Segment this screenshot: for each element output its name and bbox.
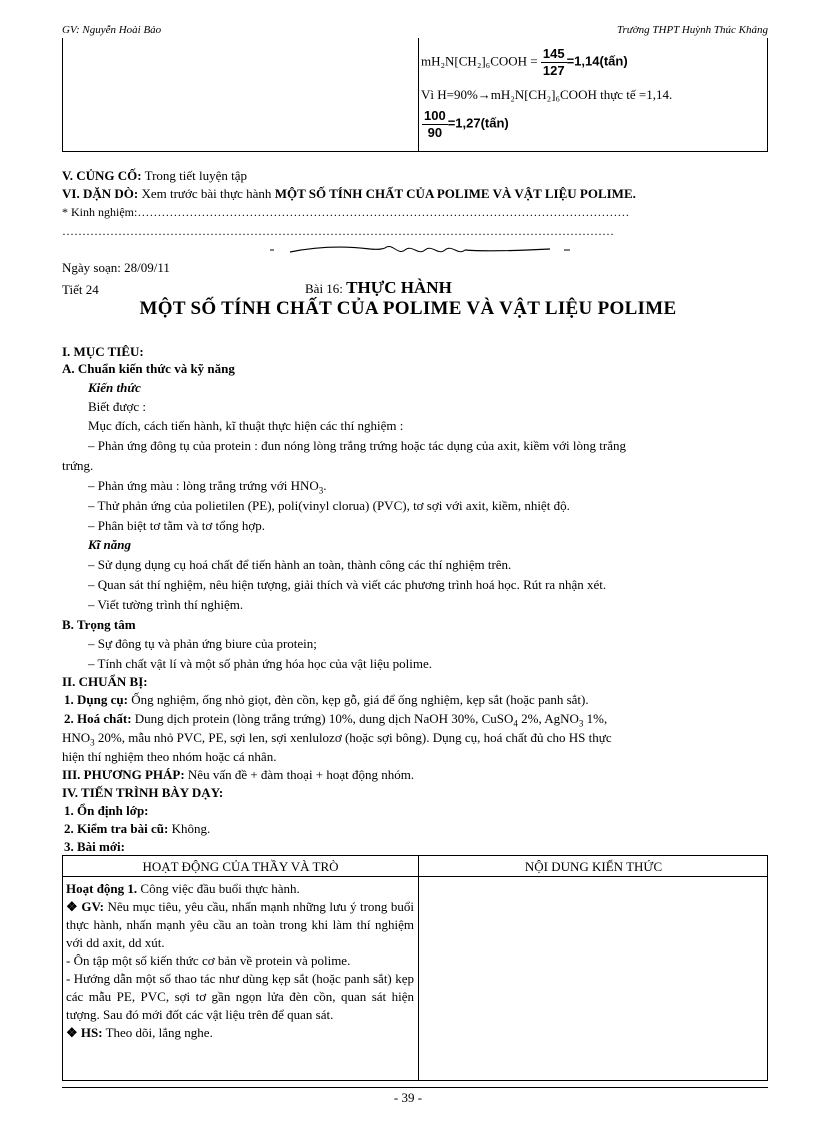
prep-item-2-sub-b: 3	[578, 718, 584, 729]
process-item-2	[64, 821, 210, 837]
activity-cell	[66, 880, 414, 1042]
section-6-text: Xem trước bài thực hành	[138, 186, 275, 201]
fraction-2-num: 100	[424, 108, 446, 123]
table-header-activity: HOẠT ĐỘNG CỦA THẦY VÀ TRÒ	[142, 859, 339, 874]
table-header-content: NỘI DUNG KIẾN THỨC	[524, 859, 663, 874]
header-author: GV: Nguyễn Hoài Bảo	[62, 24, 162, 36]
prep-item-2-text-a: Dung dịch protein (lòng trắng trứng) 10%, dung dịch NaOH 30%, CuSO	[131, 711, 514, 726]
prep-item-2-text-b: 2%, AgNO	[517, 711, 579, 726]
hs-paragraph	[66, 1024, 414, 1042]
process-item-2-text: Không.	[168, 821, 211, 836]
prep-item-2-sub-a: 4	[513, 718, 518, 729]
lesson-title: THỰC HÀNH	[346, 278, 452, 297]
experience-label: * Kinh nghiệm:	[62, 205, 138, 219]
process-item-2-label: 2. Kiểm tra bài cũ:	[64, 821, 169, 836]
activity-1	[66, 880, 414, 898]
skill-item-2: – Quan sát thí nghiệm, nêu hiện tượng, giải thích và viết các phương trình hoá học. Rút ra nhận xét.	[88, 577, 607, 592]
formula-text-2: H₂N[CH₂]₆COOH	[500, 87, 597, 102]
yield-suffix: thực tế =1,14.	[596, 87, 673, 102]
prep-item-1	[64, 692, 589, 708]
prep-item-1-text: Ống nghiệm, ống nhỏ giọt, đèn cồn, kẹp gỗ, giá để ống nghiệm, kẹp sắt (hoặc panh sắt).	[127, 692, 589, 707]
know-intro: Biết được :	[88, 399, 146, 414]
knowledge-item-2-end: .	[323, 478, 327, 493]
objectives-a-heading: A. Chuẩn kiến thức và kỹ năng	[62, 361, 235, 376]
knowledge-item-3: – Thử phản ứng của polietilen (PE), poli(vinyl clorua) (PVC), tơ sợi với axit, kiềm, nhiệt độ.	[88, 498, 570, 513]
focus-item-1: – Sự đông tụ và phản ứng biure của protein;	[88, 636, 317, 651]
prep-item-2-hno3-sub: 3	[90, 737, 95, 748]
focus-item-2: – Tính chất vật lí và một số phản ứng hóa học của vật liệu polime.	[88, 656, 433, 671]
section-6-bold: MỘT SỐ TÍNH CHẤT CỦA POLIME VÀ VẬT LIỆU POLIME.	[274, 186, 636, 201]
lesson-subtitle: MỘT SỐ TÍNH CHẤT CỦA POLIME VÀ VẬT LIỆU POLIME	[139, 298, 677, 319]
fraction-1-den: 127	[542, 63, 565, 78]
process-heading: IV. TIẾN TRÌNH BÀY DẠY:	[62, 785, 224, 800]
knowledge-item-2-sub: 3	[318, 485, 324, 496]
section-6	[62, 186, 636, 202]
fraction-1	[541, 46, 567, 79]
section-6-label: VI. DẶN DÒ:	[62, 186, 139, 201]
activity-1-label: Hoạt động 1.	[66, 881, 138, 896]
knowledge-item-2-text: – Phản ứng màu : lòng trắng trứng với HNO	[88, 478, 319, 493]
prep-item-2-line3: hiện thí nghiệm theo nhóm hoặc cá nhân.	[62, 749, 277, 764]
know-purpose: Mục đích, cách tiến hành, kĩ thuật thực hiện các thí nghiệm :	[88, 418, 404, 433]
prep-date: Ngày soạn: 28/09/11	[62, 260, 170, 275]
gv-bullet-2: - Hướng dẫn một số thao tác như dùng kẹp sắt (hoặc panh sắt) kẹp các mẫu PE, PVC, sợi tơ gần ngọn lửa đèn cồn, quan sát hiện tượng. Sau đó mới đốt các vật liệu trên để quan sát.	[66, 971, 414, 1022]
process-item-3: 3. Bài mới:	[64, 839, 126, 854]
prep-item-2-label: 2. Hoá chất:	[64, 711, 132, 726]
prep-item-2-line2	[62, 730, 612, 748]
formula-line-3	[422, 108, 509, 141]
mass-prefix: m	[421, 53, 432, 69]
formula-line-2	[421, 87, 672, 103]
gv-paragraph	[66, 898, 414, 952]
focus-heading: B. Trọng tâm	[62, 617, 136, 632]
process-item-1: 1. Ổn định lớp:	[64, 803, 149, 818]
prep-item-2	[64, 711, 607, 729]
knowledge-item-1: – Phản ứng đông tụ của protein : đun nóng lòng trắng trứng hoặc tác dụng của axit, kiềm với lòng trắng	[88, 438, 626, 453]
section-5	[62, 168, 247, 184]
table-header-divider	[63, 876, 767, 877]
section-5-text: Trong tiết luyện tập	[141, 168, 248, 183]
section-5-label: V. CỦNG CỐ:	[62, 168, 142, 183]
footer-rule	[62, 1087, 768, 1088]
method-text: Nêu vấn đề + đàm thoại + hoạt động nhóm.	[184, 767, 415, 782]
prep-item-2-text-c: 1%,	[583, 711, 608, 726]
prep-heading: II. CHUẨN BỊ:	[62, 674, 148, 689]
activity-table	[62, 855, 768, 1081]
ornament-divider	[270, 240, 570, 260]
knowledge-item-4: – Phân biệt tơ tằm và tơ tổng hợp.	[88, 518, 265, 533]
hs-label: ❖ HS:	[66, 1025, 103, 1040]
method-section	[62, 767, 414, 783]
activity-1-text: Công việc đầu buổi thực hành.	[137, 881, 300, 896]
skill-item-1: – Sử dụng dụng cụ hoá chất để tiến hành an toàn, thành công các thí nghiệm trên.	[88, 557, 512, 572]
lesson-title-line	[305, 278, 452, 298]
prep-item-2-line2-text: 20%, mẫu nhỏ PVC, PE, sợi len, sợi xenlulozơ (hoặc sợi bông). Dụng cụ, hoá chất đủ cho HS thực	[94, 730, 612, 745]
knowledge-heading: Kiến thức	[88, 380, 141, 395]
fraction-2-den: 90	[427, 125, 443, 140]
prep-item-1-label: 1. Dụng cụ:	[64, 692, 128, 707]
objectives-heading: I. MỤC TIÊU:	[62, 344, 144, 359]
skill-item-3: – Viết tường trình thí nghiệm.	[88, 597, 244, 612]
hs-text: Theo dõi, lắng nghe.	[102, 1025, 213, 1040]
result-1: =1,14(tấn)	[566, 53, 628, 69]
table-divider	[418, 38, 419, 151]
header-school: Trường THPT Huỳnh Thúc Kháng	[616, 24, 768, 36]
gv-label: ❖ GV:	[66, 899, 104, 914]
page-number: - 39 -	[393, 1090, 423, 1105]
yield-text: Vì H=90%→m	[421, 87, 501, 102]
fraction-1-num: 145	[542, 46, 565, 61]
gv-text: Nêu mục tiêu, yêu cầu, nhấn mạnh những lưu ý trong buổi thực hành, nhấn mạnh yêu cầu an toàn trong khi làm thí nghiệm với dd axit, dd xút.	[66, 899, 414, 950]
result-2: =1,27(tấn)	[447, 115, 509, 131]
prep-item-2-hno3: HNO	[62, 730, 91, 745]
period: Tiết 24	[62, 282, 99, 297]
knowledge-item-2	[88, 478, 327, 496]
experience-dots-2: …………………………………………………………………………………………………………………………	[62, 224, 614, 238]
lesson-number: Bài 16:	[305, 281, 347, 296]
table-column-divider	[418, 856, 419, 1080]
skills-heading: Kĩ năng	[88, 537, 131, 552]
knowledge-item-1-cont: trứng.	[62, 458, 94, 473]
formula-text: H₂N[CH₂]₆COOH =	[431, 53, 541, 69]
experience-dots-1: ……………………………………………………………………………………………………………	[137, 205, 630, 219]
fraction-2	[422, 108, 448, 141]
experience-line	[62, 205, 629, 220]
formula-line-1	[421, 46, 628, 79]
gv-bullet-1: - Ôn tập một số kiến thức cơ bản về protein và polime.	[66, 953, 351, 968]
method-label: III. PHƯƠNG PHÁP:	[62, 767, 185, 782]
